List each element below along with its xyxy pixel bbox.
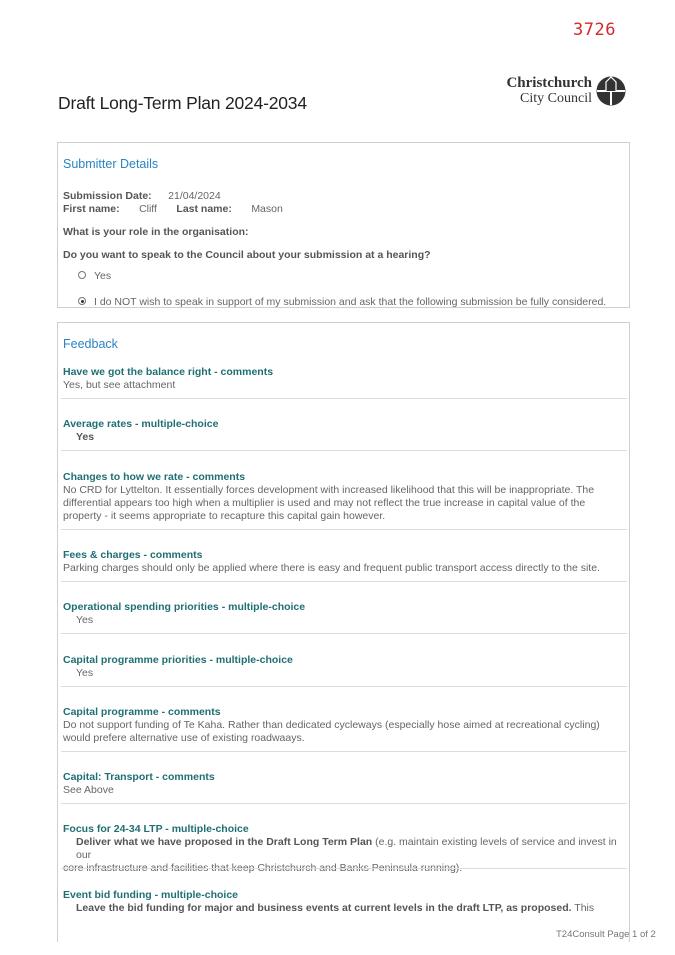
answer-line: differential appears too high when a multiplier is used and may not reflect the true increase in capital value of the <box>63 497 586 509</box>
question-rating-changes <box>63 471 623 523</box>
role-question: What is your role in the organisation: <box>63 226 249 238</box>
hearing-question: Do you want to speak to the Council about your submission at a hearing? <box>63 249 431 261</box>
divider <box>61 803 627 804</box>
question-answer: Yes <box>76 431 95 443</box>
submitter-details-panel <box>57 142 630 308</box>
divider <box>61 686 627 687</box>
cathedral-icon <box>595 76 627 106</box>
option-no-label: I do NOT wish to speak in support of my submission and ask that the following submission be fully considered. <box>94 296 607 308</box>
page-footer: T24Consult Page 1 of 2 <box>556 929 656 940</box>
divider <box>61 633 627 634</box>
question-event-bid-funding <box>63 889 623 915</box>
answer-line: core infrastructure and facilities that keep Christchurch and Banks Peninsula running). <box>63 862 463 874</box>
page-number-stamp: 3726 <box>573 20 616 40</box>
answer-rest: This <box>571 902 595 914</box>
question-average-rates <box>63 418 623 444</box>
question-title: Average rates - multiple-choice <box>63 418 219 430</box>
option-yes-label: Yes <box>94 270 112 282</box>
last-name-value: Mason <box>251 203 283 215</box>
question-operational-spending <box>63 601 623 627</box>
hearing-option-no[interactable] <box>78 292 606 310</box>
question-title: Event bid funding - multiple-choice <box>63 889 238 901</box>
question-capital-transport <box>63 771 623 797</box>
answer-line: No CRD for Lyttelton. It essentially forces development with increased likelihood that this will be inappropriate. The <box>63 484 595 496</box>
answer-line: would prefere alternative use of existing roadwaays. <box>63 732 305 744</box>
answer-rest: (e.g. maintain existing levels of service and invest in our <box>76 836 617 861</box>
submitter-section-title: Submitter Details <box>63 157 159 171</box>
submission-date-label: Submission Date: <box>63 190 152 202</box>
answer-bold: Deliver what we have proposed in the Draft Long Term Plan <box>76 836 373 848</box>
first-name-label: First name: <box>63 203 120 215</box>
question-fees-charges <box>63 549 623 575</box>
last-name-label: Last name: <box>176 203 232 215</box>
divider <box>61 868 627 869</box>
first-name-value: Cliff <box>139 203 157 215</box>
question-capital-programme <box>63 706 623 745</box>
question-capital-priorities <box>63 654 623 680</box>
question-title: Focus for 24-34 LTP - multiple-choice <box>63 823 249 835</box>
submission-date-value: 21/04/2024 <box>168 190 221 202</box>
logo-line2: City Council <box>520 91 592 106</box>
document-title: Draft Long-Term Plan 2024-2034 <box>58 93 307 113</box>
question-answer: Parking charges should only be applied where there is easy and frequent public transport access directly to the site. <box>63 562 600 574</box>
feedback-panel <box>57 322 630 942</box>
divider <box>61 450 627 451</box>
answer-line: Do not support funding of Te Kaha. Rather than dedicated cycleways (especially hose aimed at recreational cycling) <box>63 719 600 731</box>
question-title: Fees & charges - comments <box>63 549 203 561</box>
question-answer: Yes <box>76 667 94 679</box>
question-balance <box>63 366 623 392</box>
question-answer: See Above <box>63 784 114 796</box>
council-logo <box>500 76 630 110</box>
logo-line1: Christchurch <box>506 75 592 91</box>
answer-bold: Leave the bid funding for major and business events at current levels in the draft LTP, as proposed. <box>76 902 572 914</box>
question-title: Capital programme priorities - multiple-choice <box>63 654 293 666</box>
question-title: Operational spending priorities - multiple-choice <box>63 601 306 613</box>
divider <box>61 581 627 582</box>
question-title: Capital programme - comments <box>63 706 221 718</box>
hearing-option-yes[interactable] <box>78 266 111 284</box>
divider <box>61 751 627 752</box>
radio-checked-icon[interactable] <box>78 297 86 305</box>
radio-unchecked-icon[interactable] <box>78 271 86 279</box>
answer-line: property - it seems appropriate to recapture this capital gain however. <box>63 510 386 522</box>
question-title: Have we got the balance right - comments <box>63 366 274 378</box>
divider <box>61 529 627 530</box>
divider <box>61 398 627 399</box>
question-title: Capital: Transport - comments <box>63 771 215 783</box>
question-answer: Yes, but see attachment <box>63 379 176 391</box>
feedback-section-title: Feedback <box>63 337 118 351</box>
question-answer: Yes <box>76 614 94 626</box>
question-title: Changes to how we rate - comments <box>63 471 246 483</box>
